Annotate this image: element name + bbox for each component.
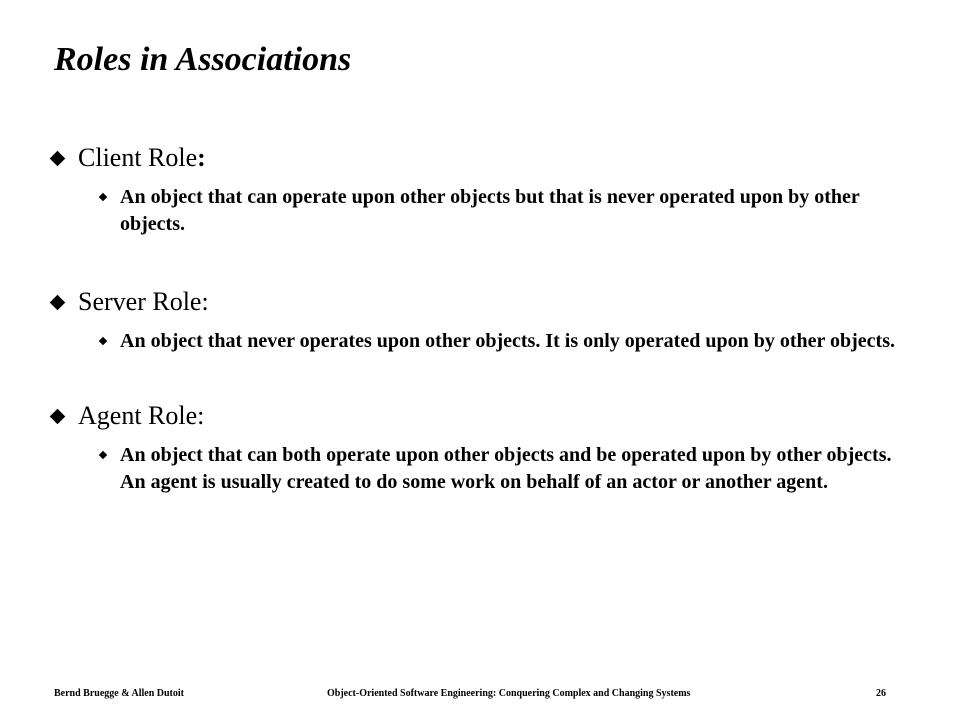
diamond-bullet-icon [50,409,66,425]
slide-footer [0,686,960,702]
bullet-heading-agent-role [48,398,928,434]
slide-title: Roles in Associations [54,41,352,78]
small-diamond-bullet-icon [99,451,107,459]
sub-bullet-client-role [120,184,910,238]
footer-authors: Bernd Bruegge & Allen Dutoit [54,688,184,699]
diamond-bullet-icon [50,151,66,167]
footer-book-title: Object-Oriented Software Engineering: Conquering Complex and Changing Systems [327,688,691,699]
bullet-section-client-role [48,140,928,238]
bullet-heading-label: Server Role [78,287,202,316]
bullet-list [48,140,928,539]
bullet-heading-colon: : [201,287,209,316]
small-diamond-bullet-icon [99,337,107,345]
sub-bullet-server-role [120,328,910,355]
bullet-heading-label: Agent Role [78,401,198,430]
diamond-bullet-icon [50,295,66,311]
bullet-heading-server-role [48,284,928,320]
bullet-heading-client-role [48,140,928,176]
footer-page-number: 26 [876,688,886,699]
small-diamond-bullet-icon [99,193,107,201]
sub-bullet-text: An object that can both operate upon other objects and be operated upon by other objects. An agent is usually created to do some work on behalf of an actor or another agent. [120,444,892,493]
bullet-heading-colon: : [197,143,206,172]
sub-bullet-agent-role [120,442,910,496]
bullet-section-server-role [48,284,928,355]
bullet-section-agent-role [48,398,928,496]
sub-bullet-text: An object that never operates upon other objects. It is only operated upon by other objects. [120,330,895,352]
bullet-heading-label: Client Role [78,143,198,172]
bullet-heading-colon: : [197,401,205,430]
sub-bullet-text: An object that can operate upon other objects but that is never operated upon by other objects. [120,186,860,235]
